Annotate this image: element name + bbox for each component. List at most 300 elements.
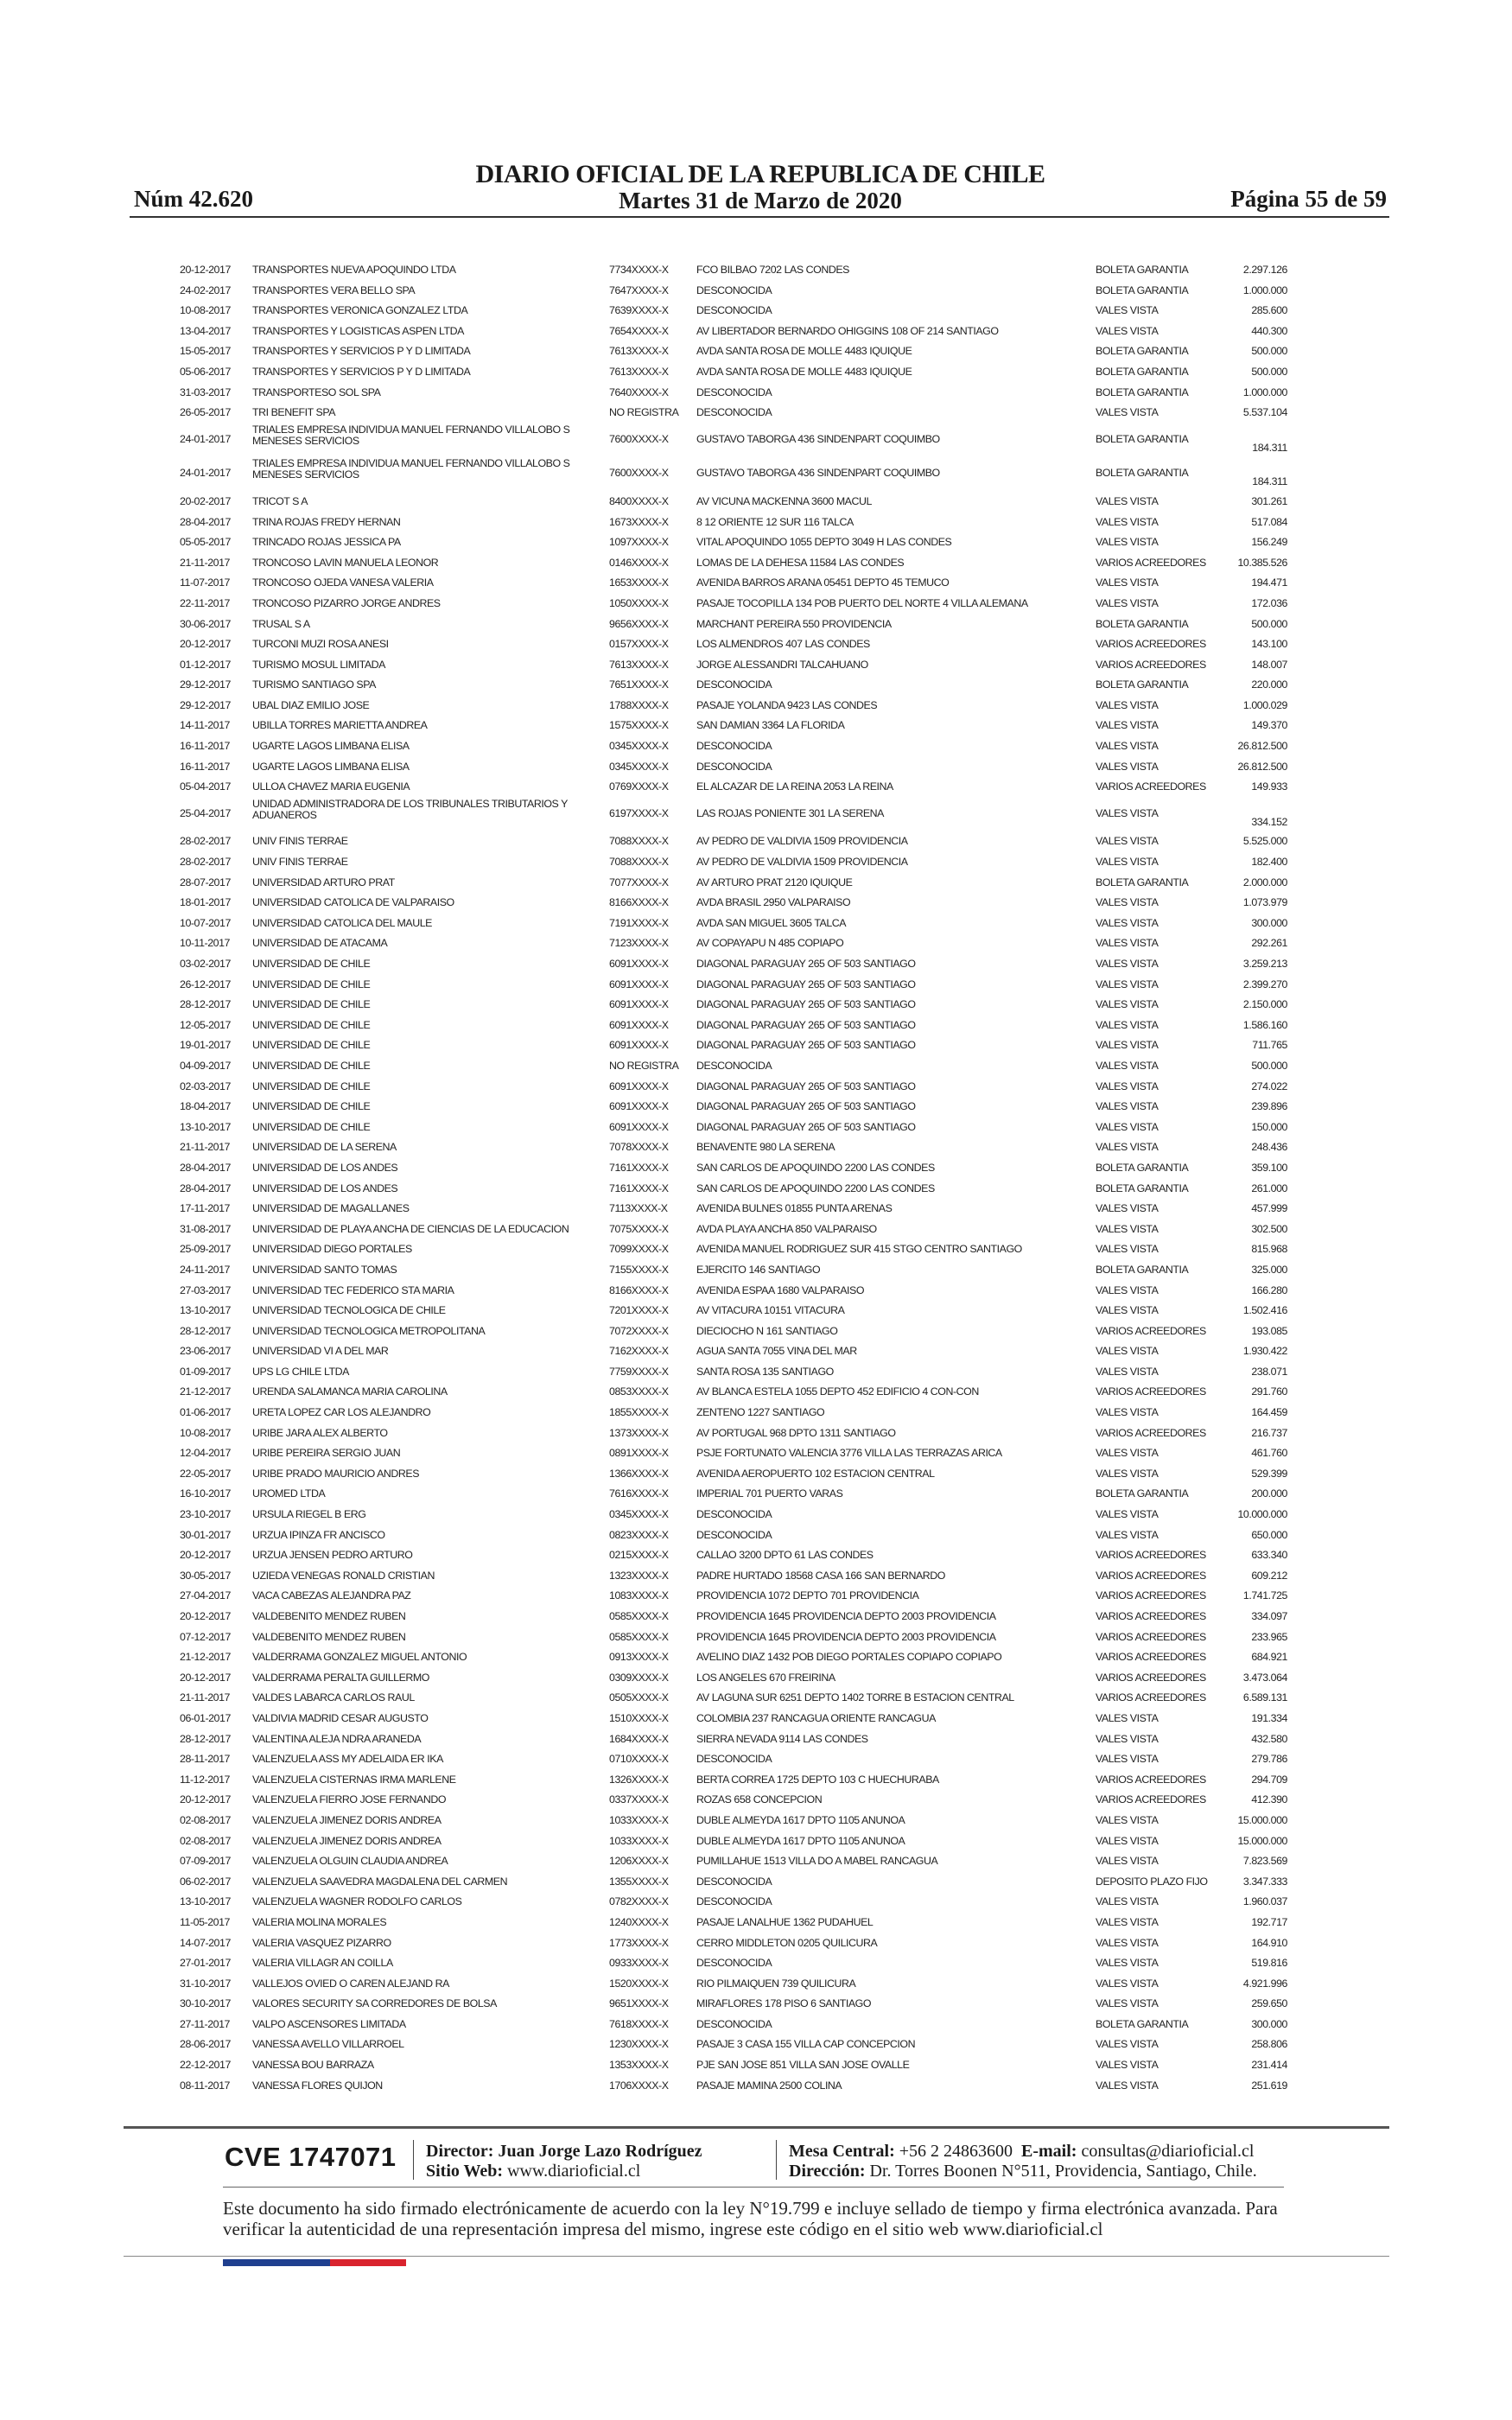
row-type: VALES VISTA	[1096, 1304, 1159, 1317]
row-type: VALES VISTA	[1096, 916, 1159, 929]
row-type: VALES VISTA	[1096, 1141, 1159, 1154]
row-date: 15-05-2017	[180, 345, 231, 358]
row-amount: 172.036	[1251, 596, 1287, 609]
row-rut: 6091XXXX-X	[609, 1018, 669, 1031]
row-date: 11-05-2017	[180, 1915, 230, 1928]
row-rut: 1575XXXX-X	[609, 719, 669, 732]
row-address: AV ARTURO PRAT 2120 IQUIQUE	[696, 876, 853, 888]
row-type: VALES VISTA	[1096, 1100, 1159, 1113]
row-type: VALES VISTA	[1096, 1222, 1159, 1235]
row-date: 31-10-2017	[180, 1977, 231, 1990]
row-amount: 279.786	[1251, 1753, 1287, 1766]
row-name: VALDEBENITO MENDEZ RUBEN	[252, 1630, 406, 1643]
table-row	[180, 1403, 1287, 1423]
row-address: DESCONOCIDA	[696, 760, 772, 773]
row-name: VALORES SECURITY SA CORREDORES DE BOLSA	[252, 1997, 497, 2010]
row-amount: 300.000	[1251, 916, 1287, 929]
row-rut: 0891XXXX-X	[609, 1447, 669, 1460]
row-address: DIAGONAL PARAGUAY 265 OF 503 SANTIAGO	[696, 1079, 916, 1092]
row-rut: 1230XXXX-X	[609, 2038, 669, 2051]
row-name: VALDIVIA MADRID CESAR AUGUSTO	[252, 1711, 429, 1724]
row-amount: 334.152	[1251, 815, 1287, 828]
row-type: BOLETA GARANTIA	[1096, 876, 1189, 888]
row-address: GUSTAVO TABORGA 436 SINDENPART COQUIMBO	[696, 467, 940, 480]
row-date: 30-05-2017	[180, 1569, 231, 1582]
table-row	[180, 1158, 1287, 1179]
row-rut: 1684XXXX-X	[609, 1732, 669, 1745]
row-amount: 216.737	[1251, 1426, 1287, 1439]
row-name: VALLEJOS OVIED O CAREN ALEJAND RA	[252, 1977, 449, 1990]
row-name: UNIVERSIDAD DE CHILE	[252, 1039, 371, 1052]
row-amount: 457.999	[1251, 1202, 1287, 1215]
row-amount: 500.000	[1251, 345, 1287, 358]
row-date: 20-12-2017	[180, 1610, 231, 1622]
row-name: TRONCOSO LAVIN MANUELA LEONOR	[252, 556, 439, 569]
row-address: AV VITACURA 10151 VITACURA	[696, 1304, 845, 1317]
row-type: VALES VISTA	[1096, 1120, 1159, 1133]
row-type: VALES VISTA	[1096, 1997, 1159, 2010]
row-date: 10-08-2017	[180, 1426, 231, 1439]
row-type: VALES VISTA	[1096, 406, 1159, 419]
row-amount: 156.249	[1251, 536, 1287, 549]
row-rut: 1097XXXX-X	[609, 536, 669, 549]
row-date: 30-01-2017	[180, 1528, 231, 1541]
row-date: 05-06-2017	[180, 365, 231, 378]
row-date: 16-10-2017	[180, 1487, 231, 1500]
row-type: BOLETA GARANTIA	[1096, 617, 1189, 630]
row-address: VITAL APOQUINDO 1055 DEPTO 3049 H LAS CONDES	[696, 536, 952, 549]
row-date: 28-02-2017	[180, 835, 231, 848]
row-amount: 711.765	[1252, 1039, 1287, 1052]
row-date: 02-03-2017	[180, 1079, 231, 1092]
row-amount: 412.390	[1251, 1793, 1287, 1806]
row-address: DIECIOCHO N 161 SANTIAGO	[696, 1324, 838, 1337]
row-date: 25-04-2017	[180, 806, 231, 819]
row-address: SAN DAMIAN 3364 LA FLORIDA	[696, 719, 845, 732]
table-row	[180, 1423, 1287, 1444]
row-name: UPS LG CHILE LTDA	[252, 1365, 349, 1378]
row-name: VALENZUELA FIERRO JOSE FERNANDO	[252, 1793, 447, 1806]
row-rut: 1773XXXX-X	[609, 1936, 669, 1949]
row-amount: 184.311	[1252, 475, 1287, 488]
row-amount: 150.000	[1251, 1120, 1287, 1133]
row-date: 20-12-2017	[180, 1549, 231, 1562]
row-amount: 1.586.160	[1242, 1018, 1287, 1031]
row-amount: 191.334	[1251, 1711, 1287, 1724]
row-name: VALERIA VASQUEZ PIZARRO	[252, 1936, 391, 1949]
row-type: VALES VISTA	[1096, 324, 1159, 337]
table-row	[180, 1505, 1287, 1525]
row-address: SAN CARLOS DE APOQUINDO 2200 LAS CONDES	[696, 1161, 935, 1174]
row-address: DESCONOCIDA	[696, 1528, 772, 1541]
table-row	[180, 1301, 1287, 1321]
row-address: GUSTAVO TABORGA 436 SINDENPART COQUIMBO	[696, 432, 940, 445]
row-amount: 194.471	[1251, 576, 1287, 589]
row-date: 05-05-2017	[180, 536, 231, 549]
row-rut: 0345XXXX-X	[609, 740, 669, 753]
table-row	[180, 1831, 1287, 1852]
row-address: AV COPAYAPU N 485 COPIAPO	[696, 937, 844, 950]
flag-stripe-red	[330, 2259, 406, 2266]
row-rut: 0309XXXX-X	[609, 1671, 669, 1684]
row-address: ZENTENO 1227 SANTIAGO	[696, 1406, 825, 1419]
row-rut: 7600XXXX-X	[609, 467, 669, 480]
row-date: 29-12-2017	[180, 698, 231, 711]
row-type: VALES VISTA	[1096, 1202, 1159, 1215]
row-amount: 519.816	[1251, 1957, 1287, 1970]
row-rut: 7077XXXX-X	[609, 876, 669, 888]
row-rut: NO REGISTRA	[609, 1059, 679, 1072]
row-date: 05-04-2017	[180, 780, 231, 793]
row-amount: 15.000.000	[1237, 1813, 1287, 1826]
row-name: UNIVERSIDAD VI A DEL MAR	[252, 1345, 389, 1358]
row-amount: 233.965	[1251, 1630, 1287, 1643]
row-address: MARCHANT PEREIRA 550 PROVIDENCIA	[696, 617, 892, 630]
row-amount: 164.910	[1251, 1936, 1287, 1949]
row-date: 02-08-2017	[180, 1813, 231, 1826]
web-label: Sitio Web:	[426, 2162, 504, 2181]
row-type: BOLETA GARANTIA	[1096, 1487, 1189, 1500]
row-address: DESCONOCIDA	[696, 283, 772, 296]
row-address: DIAGONAL PARAGUAY 265 OF 503 SANTIAGO	[696, 978, 916, 990]
row-type: VALES VISTA	[1096, 719, 1159, 732]
table-row	[180, 1770, 1287, 1791]
row-amount: 164.459	[1251, 1406, 1287, 1419]
row-type: VARIOS ACREEDORES	[1096, 1671, 1206, 1684]
row-type: VALES VISTA	[1096, 515, 1159, 528]
row-type: VALES VISTA	[1096, 596, 1159, 609]
row-type: BOLETA GARANTIA	[1096, 264, 1189, 276]
row-rut: 9651XXXX-X	[609, 1997, 669, 2010]
row-name: TRANSPORTES VERA BELLO SPA	[252, 283, 416, 296]
row-type: VALES VISTA	[1096, 1345, 1159, 1358]
row-date: 28-02-2017	[180, 856, 231, 869]
row-address: AGUA SANTA 7055 VINA DEL MAR	[696, 1345, 857, 1358]
table-row	[180, 1607, 1287, 1627]
row-name: UNIVERSIDAD DE CHILE	[252, 958, 371, 970]
table-row	[180, 716, 1287, 736]
page-header	[134, 160, 1387, 212]
row-amount: 259.650	[1251, 1997, 1287, 2010]
row-address: DESCONOCIDA	[696, 1875, 772, 1888]
row-address: DESCONOCIDA	[696, 406, 772, 419]
table-row	[180, 893, 1287, 914]
row-type: VALES VISTA	[1096, 1059, 1159, 1072]
row-name: UNIVERSIDAD SANTO TOMAS	[252, 1263, 397, 1276]
row-amount: 274.022	[1251, 1079, 1287, 1092]
web-link[interactable]: www.diarioficial.cl	[507, 2162, 641, 2181]
table-row	[180, 873, 1287, 894]
row-date: 25-09-2017	[180, 1243, 231, 1256]
table-row	[180, 1811, 1287, 1831]
row-address: DESCONOCIDA	[696, 740, 772, 753]
row-address: DUBLE ALMEYDA 1617 DPTO 1105 ANUNOA	[696, 1834, 905, 1847]
row-rut: 7613XXXX-X	[609, 365, 669, 378]
table-row	[180, 1953, 1287, 1974]
row-rut: 7072XXXX-X	[609, 1324, 669, 1337]
table-row	[180, 1586, 1287, 1607]
footer-separator	[413, 2140, 414, 2180]
row-rut: 8166XXXX-X	[609, 1283, 669, 1296]
row-name: ULLOA CHAVEZ MARIA EUGENIA	[252, 780, 410, 793]
row-address: DESCONOCIDA	[696, 678, 772, 691]
address-text: Dr. Torres Boonen N°511, Providencia, Santiago, Chile.	[869, 2162, 1257, 2181]
row-amount: 440.300	[1251, 324, 1287, 337]
row-rut: 1366XXXX-X	[609, 1467, 669, 1480]
row-address: FCO BILBAO 7202 LAS CONDES	[696, 264, 849, 276]
table-row	[180, 594, 1287, 615]
row-rut: 7088XXXX-X	[609, 856, 669, 869]
row-address: LOS ALMENDROS 407 LAS CONDES	[696, 638, 870, 651]
row-type: VALES VISTA	[1096, 1283, 1159, 1296]
table-row	[180, 1056, 1287, 1077]
row-name: VALENTINA ALEJA NDRA ARANEDA	[252, 1732, 422, 1745]
table-row	[180, 954, 1287, 975]
row-address: PUMILLAHUE 1513 VILLA DO A MABEL RANCAGUA	[696, 1855, 938, 1868]
table-row	[180, 1892, 1287, 1913]
row-address: SIERRA NEVADA 9114 LAS CONDES	[696, 1732, 868, 1745]
row-name: URETA LOPEZ CAR LOS ALEJANDRO	[252, 1406, 431, 1419]
row-type: VALES VISTA	[1096, 1957, 1159, 1970]
row-date: 21-12-2017	[180, 1385, 231, 1398]
row-address: DUBLE ALMEYDA 1617 DPTO 1105 ANUNOA	[696, 1813, 905, 1826]
row-amount: 251.619	[1251, 2079, 1287, 2092]
row-type: VALES VISTA	[1096, 806, 1159, 819]
table-row	[180, 1443, 1287, 1464]
row-date: 12-04-2017	[180, 1447, 231, 1460]
row-amount: 1.073.979	[1242, 896, 1287, 909]
row-rut: 7613XXXX-X	[609, 345, 669, 358]
row-rut: 7088XXXX-X	[609, 835, 669, 848]
row-name: TRONCOSO PIZARRO JORGE ANDRES	[252, 596, 441, 609]
row-address: LOS ANGELES 670 FREIRINA	[696, 1671, 835, 1684]
row-address: AVENIDA AEROPUERTO 102 ESTACION CENTRAL	[696, 1467, 935, 1480]
table-row	[180, 1525, 1287, 1546]
table-row	[180, 513, 1287, 533]
table-row	[180, 1199, 1287, 1220]
row-address: AVENIDA MANUEL RODRIGUEZ SUR 415 STGO CENTRO SANTIAGO	[696, 1243, 1022, 1256]
row-amount: 461.760	[1251, 1447, 1287, 1460]
row-name: UNIVERSIDAD TECNOLOGICA DE CHILE	[252, 1304, 446, 1317]
table-row	[180, 1362, 1287, 1383]
row-type: BOLETA GARANTIA	[1096, 678, 1189, 691]
row-type: VALES VISTA	[1096, 1936, 1159, 1949]
row-address: AVELINO DIAZ 1432 POB DIEGO PORTALES COPIAPO COPIAPO	[696, 1651, 1002, 1664]
row-amount: 3.259.213	[1242, 958, 1287, 970]
table-row	[180, 2055, 1287, 2076]
row-rut: 1855XXXX-X	[609, 1406, 669, 1419]
row-rut: 7201XXXX-X	[609, 1304, 669, 1317]
table-row	[180, 532, 1287, 553]
table-row	[180, 1851, 1287, 1872]
row-rut: 1353XXXX-X	[609, 2059, 669, 2072]
mesa-phone: +56 2 24863600	[899, 2142, 1013, 2161]
row-type: VALES VISTA	[1096, 1528, 1159, 1541]
table-row	[180, 2076, 1287, 2097]
row-type: VALES VISTA	[1096, 856, 1159, 869]
row-type: VARIOS ACREEDORES	[1096, 1549, 1206, 1562]
row-address: CERRO MIDDLETON 0205 QUILICURA	[696, 1936, 878, 1949]
row-type: BOLETA GARANTIA	[1096, 283, 1189, 296]
row-name: TRANSPORTES Y SERVICIOS P Y D LIMITADA	[252, 365, 471, 378]
row-date: 28-07-2017	[180, 876, 231, 888]
row-name: UNIV FINIS TERRAE	[252, 835, 348, 848]
table-row	[180, 281, 1287, 302]
row-amount: 220.000	[1251, 678, 1287, 691]
row-date: 23-06-2017	[180, 1345, 231, 1358]
row-type: VARIOS ACREEDORES	[1096, 1569, 1206, 1582]
row-address: LAS ROJAS PONIENTE 301 LA SERENA	[696, 806, 884, 819]
table-row	[180, 675, 1287, 696]
row-rut: 6091XXXX-X	[609, 1079, 669, 1092]
row-name: UNIVERSIDAD CATOLICA DEL MAULE	[252, 916, 432, 929]
table-row	[180, 1239, 1287, 1260]
row-date: 10-11-2017	[180, 937, 230, 950]
row-rut: 7161XXXX-X	[609, 1161, 669, 1174]
row-rut: 0345XXXX-X	[609, 1508, 669, 1521]
row-type: VALES VISTA	[1096, 1406, 1159, 1419]
row-amount: 231.414	[1251, 2059, 1287, 2072]
row-date: 22-05-2017	[180, 1467, 231, 1480]
row-rut: 1706XXXX-X	[609, 2079, 669, 2092]
row-rut: 7639XXXX-X	[609, 304, 669, 317]
row-amount: 184.311	[1252, 441, 1287, 454]
row-address: AVDA PLAYA ANCHA 850 VALPARAISO	[696, 1222, 877, 1235]
row-name: UNIVERSIDAD DE CHILE	[252, 1059, 371, 1072]
row-date: 20-12-2017	[180, 638, 231, 651]
row-name: VALDEBENITO MENDEZ RUBEN	[252, 1610, 406, 1622]
table-row	[180, 975, 1287, 996]
row-date: 28-04-2017	[180, 515, 231, 528]
table-row	[180, 1545, 1287, 1566]
row-type: VARIOS ACREEDORES	[1096, 638, 1206, 651]
row-address: AV PORTUGAL 968 DPTO 1311 SANTIAGO	[696, 1426, 896, 1439]
records-table	[180, 260, 1287, 2096]
row-type: VALES VISTA	[1096, 2079, 1159, 2092]
row-name: UNIVERSIDAD DE LOS ANDES	[252, 1161, 398, 1174]
row-amount: 192.717	[1251, 1915, 1287, 1928]
row-type: VALES VISTA	[1096, 1895, 1159, 1908]
row-address: 8 12 ORIENTE 12 SUR 116 TALCA	[696, 515, 854, 528]
row-name: UNIVERSIDAD DE CHILE	[252, 1079, 371, 1092]
row-amount: 6.589.131	[1242, 1691, 1287, 1704]
address-label: Dirección:	[789, 2162, 866, 2181]
row-date: 11-07-2017	[180, 576, 230, 589]
row-date: 01-09-2017	[180, 1365, 231, 1378]
table-row	[180, 933, 1287, 954]
row-date: 04-09-2017	[180, 1059, 231, 1072]
row-rut: 7099XXXX-X	[609, 1243, 669, 1256]
director-block	[426, 2142, 702, 2181]
row-type: VALES VISTA	[1096, 1732, 1159, 1745]
table-row	[180, 798, 1287, 832]
row-type: VALES VISTA	[1096, 1018, 1159, 1031]
row-amount: 500.000	[1251, 365, 1287, 378]
row-address: PROVIDENCIA 1072 DEPTO 701 PROVIDENCIA	[696, 1589, 919, 1602]
row-date: 01-12-2017	[180, 658, 231, 671]
table-row	[180, 1137, 1287, 1158]
row-date: 28-12-2017	[180, 1324, 231, 1337]
row-date: 30-10-2017	[180, 1997, 231, 2010]
table-row	[180, 424, 1287, 458]
row-address: PROVIDENCIA 1645 PROVIDENCIA DEPTO 2003 PROVIDENCIA	[696, 1610, 996, 1622]
row-name: VALENZUELA JIMENEZ DORIS ANDREA	[252, 1813, 442, 1826]
row-address: PASAJE LANALHUE 1362 PUDAHUEL	[696, 1915, 874, 1928]
row-date: 31-08-2017	[180, 1222, 231, 1235]
director-label: Director:	[426, 2142, 494, 2161]
row-date: 17-11-2017	[180, 1202, 230, 1215]
row-type: VALES VISTA	[1096, 304, 1159, 317]
row-rut: 1373XXXX-X	[609, 1426, 669, 1439]
row-name: URIBE PRADO MAURICIO ANDRES	[252, 1467, 420, 1480]
row-type: VARIOS ACREEDORES	[1096, 1691, 1206, 1704]
row-amount: 2.297.126	[1242, 264, 1287, 276]
table-row	[180, 1321, 1287, 1342]
row-address: CALLAO 3200 DPTO 61 LAS CONDES	[696, 1549, 874, 1562]
row-address: IMPERIAL 701 PUERTO VARAS	[696, 1487, 843, 1500]
row-address: DESCONOCIDA	[696, 304, 772, 317]
row-rut: 1323XXXX-X	[609, 1569, 669, 1582]
table-row	[180, 615, 1287, 635]
table-row	[180, 696, 1287, 716]
row-date: 06-02-2017	[180, 1875, 231, 1888]
row-type: VALES VISTA	[1096, 1079, 1159, 1092]
row-type: VALES VISTA	[1096, 1813, 1159, 1826]
row-address: COLOMBIA 237 RANCAGUA ORIENTE RANCAGUA	[696, 1711, 936, 1724]
row-name: URIBE JARA ALEX ALBERTO	[252, 1426, 388, 1439]
row-type: BOLETA GARANTIA	[1096, 365, 1189, 378]
row-name: VALERIA VILLAGR AN COILLA	[252, 1957, 393, 1970]
table-row	[180, 1077, 1287, 1098]
row-date: 31-03-2017	[180, 385, 231, 398]
row-amount: 10.000.000	[1237, 1508, 1287, 1521]
row-rut: 1326XXXX-X	[609, 1773, 669, 1786]
row-date: 13-10-2017	[180, 1120, 231, 1133]
email-label: E-mail:	[1021, 2142, 1077, 2161]
row-name: URSULA RIEGEL B ERG	[252, 1508, 366, 1521]
row-address: AVDA SANTA ROSA DE MOLLE 4483 IQUIQUE	[696, 365, 912, 378]
row-amount: 334.097	[1251, 1610, 1287, 1622]
row-address: DESCONOCIDA	[696, 1508, 772, 1521]
row-name: VALENZUELA WAGNER RODOLFO CARLOS	[252, 1895, 462, 1908]
row-amount: 261.000	[1251, 1181, 1287, 1194]
row-address: ROZAS 658 CONCEPCION	[696, 1793, 823, 1806]
table-row	[180, 322, 1287, 342]
table-row	[180, 1790, 1287, 1811]
table-row	[180, 1035, 1287, 1056]
row-name: UNIVERSIDAD DE CHILE	[252, 1018, 371, 1031]
row-rut: 0823XXXX-X	[609, 1528, 669, 1541]
row-type: VALES VISTA	[1096, 1855, 1159, 1868]
row-address: DESCONOCIDA	[696, 2017, 772, 2030]
row-type: BOLETA GARANTIA	[1096, 1263, 1189, 1276]
row-date: 14-11-2017	[180, 719, 230, 732]
row-rut: 6091XXXX-X	[609, 1100, 669, 1113]
row-rut: 0345XXXX-X	[609, 760, 669, 773]
table-row	[180, 301, 1287, 322]
row-date: 03-02-2017	[180, 958, 231, 970]
row-name: URZUA IPINZA FR ANCISCO	[252, 1528, 385, 1541]
row-amount: 2.150.000	[1242, 998, 1287, 1011]
row-address: LOMAS DE LA DEHESA 11584 LAS CONDES	[696, 556, 905, 569]
row-type: VALES VISTA	[1096, 698, 1159, 711]
row-date: 16-11-2017	[180, 740, 230, 753]
row-amount: 149.370	[1251, 719, 1287, 732]
email-link[interactable]: consultas@diarioficial.cl	[1081, 2142, 1255, 2161]
row-amount: 2.399.270	[1242, 978, 1287, 990]
row-type: VARIOS ACREEDORES	[1096, 556, 1206, 569]
table-row	[180, 383, 1287, 404]
